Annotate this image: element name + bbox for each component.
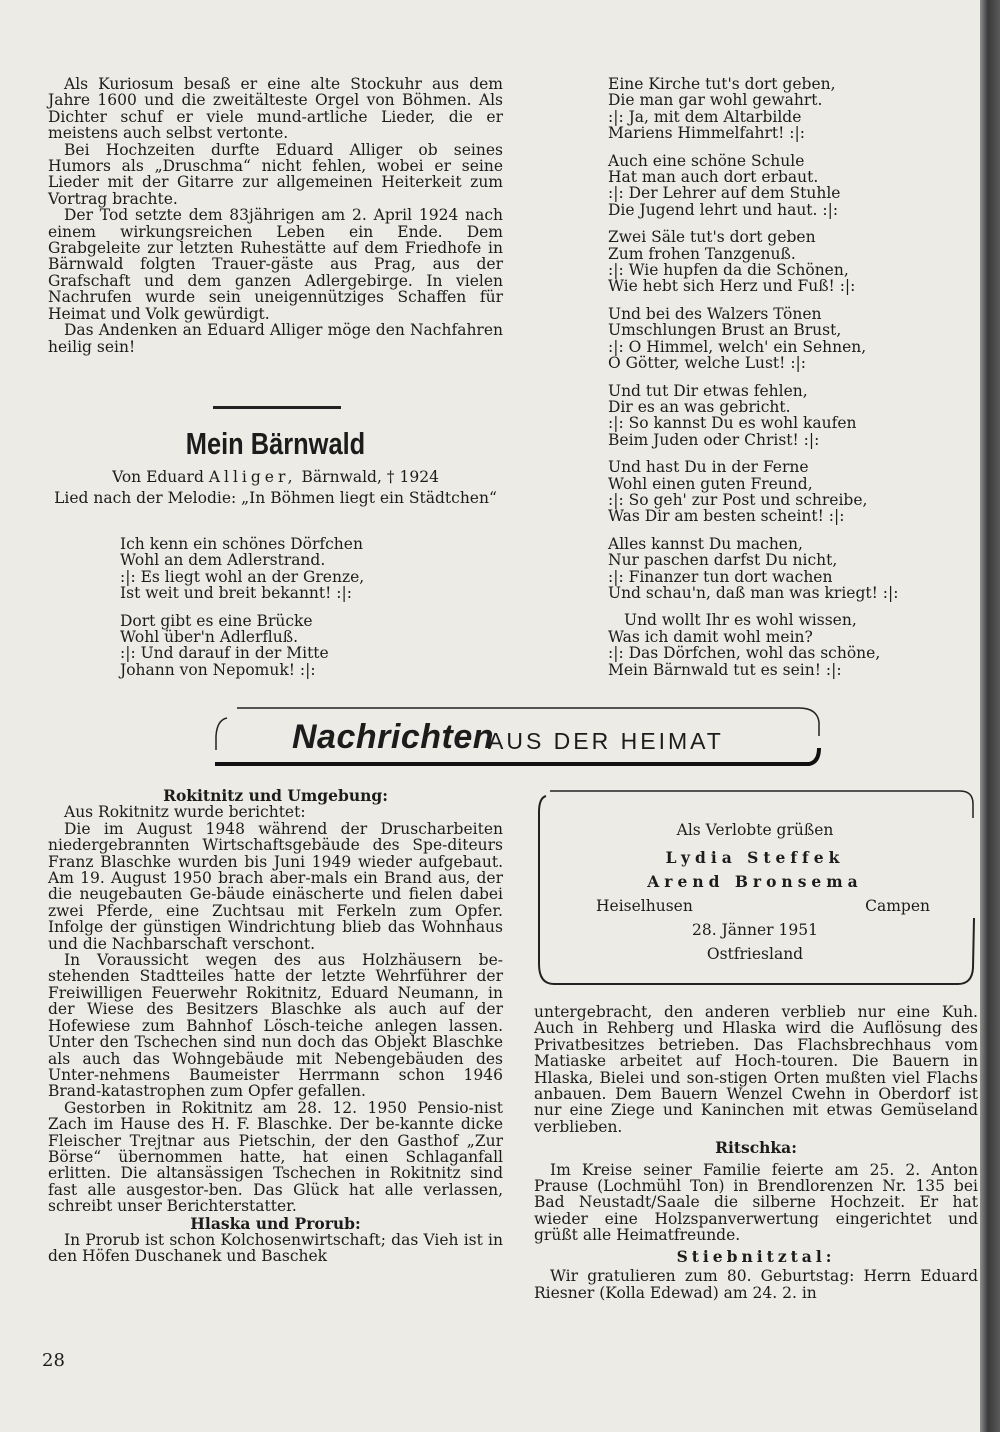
paragraph: Im Kreise seiner Familie feierte am 25. 2. Anton Prause (Lochmühl Ton) in Brendlorenzen Nr. 135 bei Bad Neustadt/Saale die silberne Hochzeit. Er hat wieder eine Holzspanverwertung eingerichtet und grüßt alle Heimatfreunde.: [534, 1160, 978, 1245]
notice-name: Lydia Steffek: [665, 848, 845, 867]
paragraph: Die im August 1948 während der Druscharbeiten niedergebrannten Wirtschaftsgebäude des Spe-diteurs Franz Blaschke wurden bis Juni 1949 wieder aufgebaut. Am 19. August 1950 brach aber-mals ein Brand aus, der die neugebauten Ge-bäude einäscherte und fielen dabei zwei Pferde, eine Zuchtsau mit Ferkeln zum Opfer. Infolge der günstigen Windrichtung blieb das Wohnhaus und die Nachbarschaft verschont.: [48, 819, 503, 953]
verse-line: Dir es an was gebricht.: [608, 397, 791, 416]
verse-line: Zum frohen Tanzgenuß.: [608, 244, 796, 263]
poem-title: Mein Bärnwald: [185, 426, 366, 461]
verse-line: Mariens Himmelfahrt! :|:: [608, 124, 805, 143]
verse-line: :|: O Himmel, welch' ein Sehnen,: [608, 337, 867, 356]
byline-suffix: Bärnwald, † 1924: [301, 468, 439, 486]
verse-line: Die Jugend lehrt und haut. :|:: [608, 200, 839, 219]
notice-date: 28. Jänner 1951: [692, 921, 818, 939]
paragraph: In Prorub ist schon Kolchosenwirtschaft; das Vieh ist in den Höfen Duschanek und Baschek: [48, 1230, 503, 1266]
notice-place: Heiselhusen: [596, 897, 693, 915]
verse-line: Alles kannst Du machen,: [608, 534, 803, 553]
stanza: [608, 306, 968, 372]
stanza: [120, 613, 500, 679]
banner-title: Nachrichten: [292, 718, 494, 756]
verse-line: Umschlungen Brust an Brust,: [608, 321, 842, 340]
verse-line: Und hast Du in der Ferne: [608, 458, 809, 477]
page-number: 28: [42, 1350, 65, 1371]
verse-line: Was ich damit wohl mein?: [608, 627, 813, 646]
notice-greeting: Als Verlobte grüßen: [676, 821, 834, 839]
verse-line: Beim Juden oder Christ! :|:: [608, 430, 820, 449]
verse-line: Ich kenn ein schönes Dörfchen: [120, 535, 363, 553]
stanza: [608, 76, 968, 142]
verse-line: O Götter, welche Lust! :|:: [608, 354, 806, 373]
verse-line: :|: Der Lehrer auf dem Stuhle: [608, 184, 841, 203]
section-heading: Rokitnitz und Umgebung:: [163, 786, 388, 805]
news-right-column: [534, 1004, 978, 1301]
stanza: [608, 612, 968, 678]
paragraph: Bei Hochzeiten durfte Eduard Alliger ob seines Humors als „Druschma“ nicht fehlen, wobei er seine Lieder mit der Gitarre zur allgemeinen Heiterkeit zum Vortrag brachte.: [48, 140, 503, 208]
verse-line: Wie hebt sich Herz und Fuß! :|:: [608, 277, 856, 296]
verse-line: Auch eine schöne Schule: [608, 151, 805, 170]
byline-author: Alliger,: [208, 468, 297, 486]
verse-line: Johann von Nepomuk! :|:: [120, 660, 316, 679]
verse-line: :|: So geh' zur Post und schreibe,: [608, 490, 868, 509]
melody-note: Lied nach der Melodie: „In Böhmen liegt ein Städtchen“: [54, 489, 497, 507]
stanza: [120, 536, 500, 602]
verse-line: Wohl an dem Adlerstrand.: [120, 551, 326, 570]
banner-subtitle: AUS DER HEIMAT: [488, 728, 724, 754]
engagement-notice: [560, 818, 950, 966]
stanza: [608, 383, 968, 449]
paragraph: Das Andenken an Eduard Alliger möge den Nachfahren heilig sein!: [48, 321, 503, 356]
paragraph: Der Tod setzte dem 83jährigen am 2. April 1924 nach einem wirkungsreichen Leben ein Ende. Dem Grabgeleite zur letzten Ruhestätte auf dem Friedhofe in Bärnwald folgten Trauer-gäste aus Prag, aus der Grafschaft und dem ganzen Adlergebirge. In vielen Nachrufen wurde sein uneigennütziges Schaffen für Heimat und Volk gewürdigt.: [48, 206, 503, 323]
adjacent-page-edge: [980, 0, 1000, 1432]
biography-column: [48, 76, 503, 355]
verse-line: Hat man auch dort erbaut.: [608, 168, 819, 187]
verse-line: Ist weit und breit bekannt! :|:: [120, 584, 352, 603]
notice-place: Campen: [865, 897, 930, 915]
verse-line: Und wollt Ihr es wohl wissen,: [624, 611, 857, 630]
verse-line: Die man gar wohl gewahrt.: [608, 91, 823, 110]
section-heading: Ritschka:: [715, 1138, 797, 1158]
verse-line: Wohl über'n Adlerfluß.: [120, 628, 298, 647]
paragraph: Als Kuriosum besaß er eine alte Stockuhr aus dem Jahre 1600 und die zweitälteste Orgel von Böhmen. Als Dichter schuf er viele mund-artliche Lieder, die er meistens auch selbst vertonte.: [48, 75, 503, 143]
stanza: [608, 229, 968, 295]
verse-line: :|: So kannst Du es wohl kaufen: [608, 414, 857, 433]
verse-line: Dort gibt es eine Brücke: [120, 611, 313, 630]
verse-line: :|: Und darauf in der Mitte: [120, 644, 329, 663]
verse-line: :|: Wie hupfen da die Schönen,: [608, 261, 849, 280]
poem-right-stanzas: [608, 76, 968, 678]
paragraph: untergebracht, den anderen verblieb nur eine Kuh. Auch in Rehberg und Hlaska wird die Auflösung des Privatbesitzes betrieben. Das Flachsbrechhaus vom Matiaske arbeitet auf Hoch-touren. Die Bauern in Hlaska, Bielei und son-stigen Orten mußten viel Flachs anbauen. Dem Bauern Wenzel Cwehn in Oberdorf ist nur eine Ziege und Kaninchen mit etwas Gemüseland verblieben.: [534, 1003, 978, 1136]
paragraph: Wir gratulieren zum 80. Geburtstag: Herrn Eduard Riesner (Kolla Edewad) am 24. 2. in: [534, 1267, 978, 1302]
section-heading: Hlaska und Prorub:: [190, 1213, 361, 1233]
section-divider: [213, 406, 341, 409]
verse-line: Mein Bärnwald tut es sein! :|:: [608, 660, 842, 679]
news-left-column: [48, 788, 503, 1265]
verse-line: Nur paschen darfst Du nicht,: [608, 551, 838, 570]
paragraph: Aus Rokitnitz wurde berichtet:: [64, 803, 306, 822]
paragraph: In Voraussicht wegen des aus Holzhäusern be-stehenden Stadtteiles hatte der letzte Wehrführer der Freiwilligen Feuerwehr Rokitnitz, Eduard Neumann, in der Wiese des Besitzers Blaschke als auch auf der Hofewiese zum Bahnhof Lösch-teiche anlegen lassen. Unter den Tschechen sind nun doch das Objekt Blaschke als auch das Wohngebäude mit Nebengebäuden des Unter-nehmens Baumeister Herrmann schon 1946 Brand-katastrophen zum Opfer gefallen.: [48, 951, 503, 1101]
poem-left-stanzas: [120, 536, 500, 678]
verse-line: :|: Es liegt wohl an der Grenze,: [120, 567, 365, 586]
verse-line: Und schau'n, daß man was kriegt! :|:: [608, 583, 899, 602]
verse-line: Wohl einen guten Freund,: [608, 474, 813, 493]
verse-line: Und bei des Walzers Tönen: [608, 304, 822, 323]
stanza: [608, 536, 968, 602]
verse-line: Zwei Säle tut's dort geben: [608, 228, 816, 247]
stanza: [608, 153, 968, 219]
verse-line: :|: Ja, mit dem Altarbilde: [608, 107, 802, 126]
notice-places: [560, 894, 950, 918]
verse-line: Was Dir am besten scheint! :|:: [608, 507, 845, 526]
poem-byline: [48, 469, 503, 507]
section-heading: Stiebnitztal:: [676, 1246, 836, 1266]
verse-line: :|: Das Dörfchen, wohl das schöne,: [608, 644, 881, 663]
verse-line: :|: Finanzer tun dort wachen: [608, 567, 833, 586]
notice-name: Arend Bronsema: [647, 872, 863, 891]
paragraph: Gestorben in Rokitnitz am 28. 12. 1950 Pensio-nist Zach im Hause des H. F. Blaschke. Der be-kannte dicke Fleischer Trejtnar aus Pietschin, der den Gasthof „Zur Börse“ übernommen hatte, hat einen Schlaganfall erlitten. Die altansässigen Tschechen in Rokitnitz sind fast alle ausgestor-ben. Das Glück hat alle verlassen, schreibt unser Berichterstatter.: [48, 1098, 503, 1216]
notice-region: Ostfriesland: [706, 945, 804, 963]
verse-line: Eine Kirche tut's dort geben,: [608, 75, 836, 93]
byline-prefix: Von Eduard: [112, 468, 204, 486]
stanza: [608, 459, 968, 525]
verse-line: Und tut Dir etwas fehlen,: [608, 381, 808, 400]
